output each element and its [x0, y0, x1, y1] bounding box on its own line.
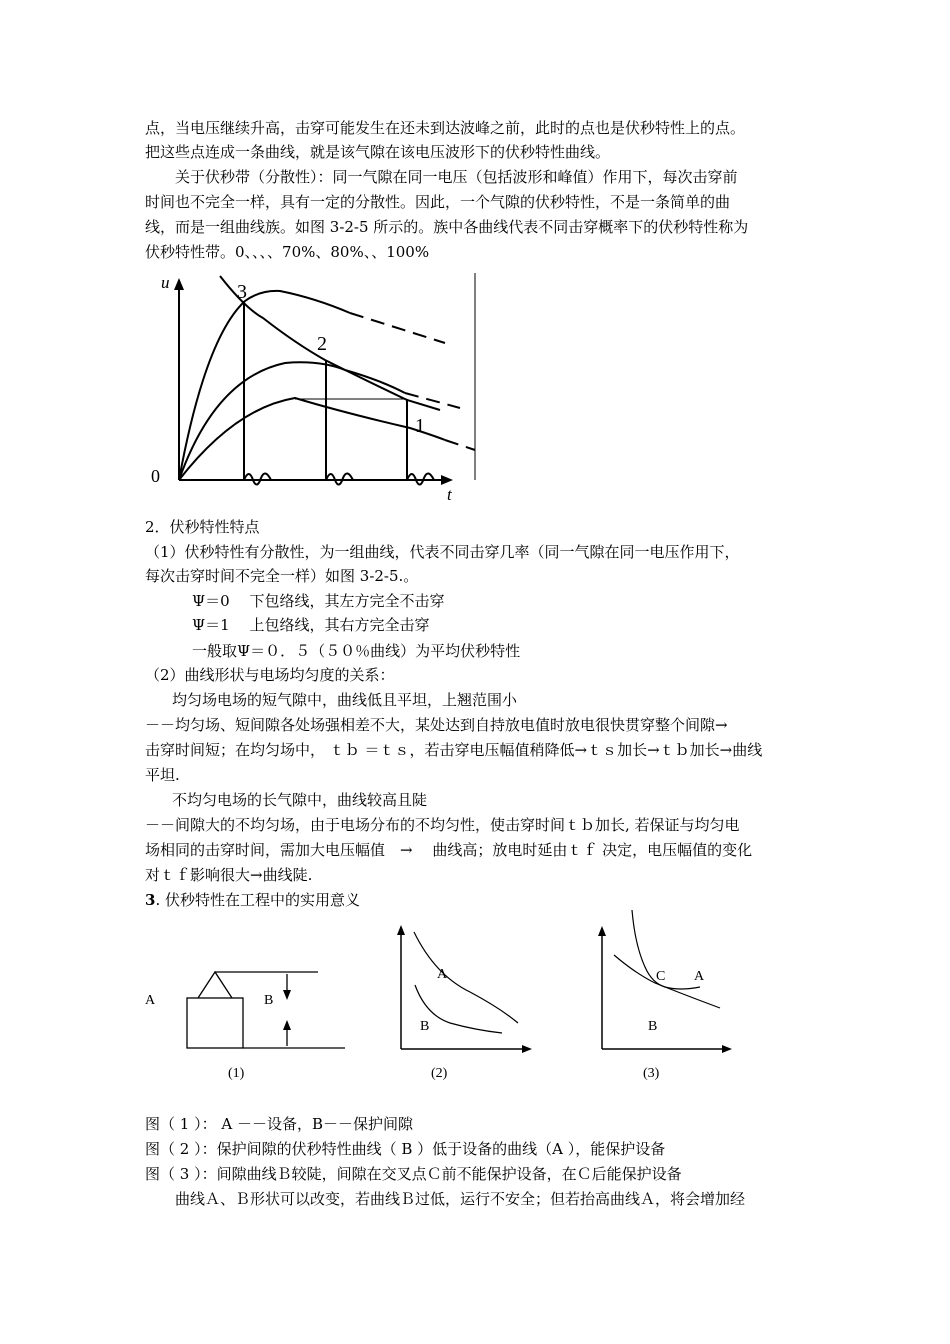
- section3-heading-text: . 伏秒特性在工程中的实用意义: [155, 891, 360, 909]
- t-label: t: [447, 485, 452, 504]
- fig2-B-label: B: [420, 1019, 430, 1034]
- fig3-curve-B: [632, 910, 700, 989]
- wave-curve-2-dashed: [405, 393, 460, 408]
- intro-line-3: 关于伏秒带（分散性）：同一气隙在同一电压（包括波形和峰值）作用下，每次击穿前: [175, 168, 738, 186]
- fig3-A-label: A: [694, 969, 705, 984]
- u-label: u: [161, 273, 170, 292]
- figure-1: [140, 960, 360, 1060]
- device-box: [187, 998, 243, 1048]
- u-axis-arrow: [174, 278, 184, 290]
- note-4: 曲线Ａ、Ｂ形状可以改变，若曲线Ｂ过低，运行不安全；但若抬高曲线Ａ，将会增加经: [175, 1190, 746, 1208]
- psi1-line: Ψ＝1 上包络线，其右方完全击穿: [192, 616, 430, 634]
- figure-3: [590, 905, 740, 1060]
- curve2-label: 2: [317, 333, 327, 355]
- note-3: 图（ 3 ）：间隙曲线Ｂ较陡，间隙在交叉点Ｃ前不能保护设备，在Ｃ后能保护设备: [145, 1165, 682, 1183]
- section3-heading: [145, 889, 360, 911]
- wave-curve-3-dashed: [350, 313, 445, 343]
- fig3-y-arrow: [598, 926, 606, 936]
- intro-line-2: 把这些点连成一条曲线，就是该气隙在该电压波形下的伏秒特性曲线。: [145, 143, 611, 161]
- psi50-line: 一般取Ψ＝０．５（５０％曲线）为平均伏秒特性: [192, 642, 521, 660]
- fig2-y-arrow: [397, 925, 405, 935]
- t-axis-arrow: [441, 475, 453, 485]
- fig3-C-label: C: [656, 969, 666, 984]
- wave-curve-1-dashed: [445, 440, 475, 450]
- section2-p2b: －－均匀场、短间隙各处场强相差不大，某处达到自持放电值时放电很快贯穿整个间隙→: [145, 716, 728, 734]
- fig2-x-arrow: [522, 1045, 532, 1053]
- intro-line-4: 时间也不完全一样，具有一定的分散性。因此，一个气隙的伏秒特性，不是一条简单的曲: [145, 193, 731, 211]
- fig1-B-label: B: [264, 993, 274, 1008]
- note-2: 图（ 2 ）：保护间隙的伏秒特性曲线（ B ）低于设备的曲线（A ），能保护设备: [145, 1140, 666, 1158]
- gap-electrode: [198, 972, 232, 998]
- intro-line-5: 线，而是一组曲线族。如图 3-2-5 所示的。族中各曲线代表不同击穿概率下的伏秒特性称为: [145, 218, 749, 236]
- section2-p2a: 均匀场电场的短气隙中，曲线低且平坦，上翘范围小: [172, 691, 518, 709]
- arrow-up-head: [283, 1020, 291, 1030]
- figure-3-2-5: [145, 268, 495, 508]
- section2-p3c: 场相同的击穿时间，需加大电压幅值 → 曲线高；放电时延由ｔｆ 决定，电压幅值的变化: [145, 841, 753, 859]
- wave-curve-2: [179, 362, 405, 480]
- section2-p3d: 对ｔｆ影响很大→曲线陡.: [145, 866, 313, 884]
- note-1: 图（ 1 ）： A －－设备，B－－保护间隙: [145, 1115, 413, 1133]
- fig1-A-label: A: [145, 993, 156, 1008]
- section2-p1b: 每次击穿时间不完全一样）如图 3-2-5.。: [145, 567, 419, 585]
- fig3-x-arrow: [722, 1045, 732, 1053]
- curve1-label: 1: [415, 415, 425, 437]
- section2-p2c: 击穿时间短；在均匀场中， ｔｂ ＝ｔｓ，若击穿电压幅值稍降低→ｔｓ加长→ｔｂ加长→曲线: [145, 741, 763, 759]
- figure-2: [390, 920, 540, 1060]
- intro-line-1: 点，当电压继续升高，击穿可能发生在还未到达波峰之前，此时的点也是伏秒特性上的点。: [145, 119, 746, 137]
- section2-heading: 2．伏秒特性特点: [145, 518, 260, 536]
- fig2-caption: (2): [431, 1066, 448, 1081]
- section2-p2d: 平坦.: [145, 766, 180, 784]
- section2-p3a: 不均匀电场的长气隙中，曲线较高且陡: [172, 791, 428, 809]
- arrow-down-head: [283, 990, 291, 1000]
- section2-p1a: （1）伏秒特性有分散性，为一组曲线，代表不同击穿几率（同一气隙在同一电压作用下，: [145, 543, 740, 561]
- fig1-caption: (1): [228, 1066, 245, 1081]
- intro-line-6: 伏秒特性带。0、、、、70%、80%、、100%: [145, 243, 430, 261]
- origin-label: 0: [151, 466, 160, 486]
- section2-p2: （2）曲线形状与电场均匀度的关系：: [145, 666, 395, 684]
- fig2-A-label: A: [437, 967, 448, 982]
- wave-curve-1: [179, 398, 445, 480]
- fig3-B-label: B: [648, 1019, 658, 1034]
- curve3-label: 3: [237, 281, 247, 303]
- fig3-caption: (3): [643, 1066, 660, 1081]
- section2-p3b: －－间隙大的不均匀场，由于电场分布的不均匀性，使击穿时间ｔｂ加长, 若保证与均匀电: [145, 816, 740, 834]
- psi0-line: Ψ＝0 下包络线，其左方完全不击穿: [192, 592, 445, 610]
- section3-heading-num: 3: [145, 891, 156, 909]
